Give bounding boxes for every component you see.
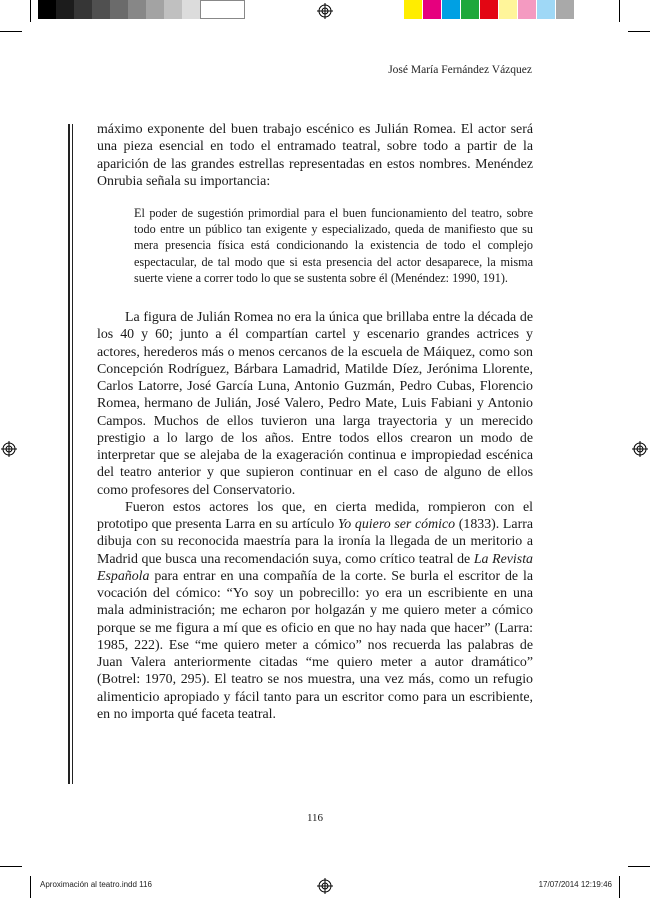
gray-swatch [128,0,146,19]
crop-mark [30,0,31,22]
text-span: Fueron estos actores los que, en cierta medida, rompieron con el prototipo que presenta Larra en su artículo [97,499,533,533]
gray-swatch [74,0,92,19]
body-text [97,121,533,723]
color-swatch [404,0,422,19]
paragraph: máximo exponente del buen trabajo escénico es Julián Romea. El actor será una pieza esencial en todo el entramado teatral, sobre todo a partir de la aparición de las grandes estrellas representadas en estos nombres. Menéndez Onrubia señala su importancia: [97,122,533,189]
crop-mark [619,876,620,898]
color-swatch [442,0,460,19]
gray-swatch [164,0,182,19]
color-swatch [518,0,536,19]
gray-swatch [38,0,56,19]
color-swatch [537,0,555,19]
running-head: José María Fernández Vázquez [388,64,532,76]
registration-mark-icon [317,878,333,894]
paragraph: La figura de Julián Romea no era la única que brillaba entre la década de los 40 y 60; junto a él compartían cartel y escenario grandes actrices y actores, herederos más o menos cercanos de la escuela de Máiquez, como son Concepción Rodríguez, Bárbara Lamadrid, Matilde Díez, Jerónima Llorente, Carlos Latorre, José García Luna, Antonio Guzmán, Pedro Cubas, Florencio Romea, hermano de Julián, José Valero, Pedro Mate, Luis Fabiani y Antonio Campos. Muchos de ellos tuvieron una larga trayectoria y un merecido prestigio a lo largo de los años. Entre todos ellos crearon un modo de interpretar que se alejaba de la exageración continua e impropiedad escénica del teatro anterior y que supieron continuar en el caso de alguno de ellos como profesores del Conservatorio. [97,310,533,498]
crop-mark [628,866,650,867]
gray-swatch [146,0,164,19]
color-swatch [499,0,517,19]
crop-mark [628,31,650,32]
slug-date: 17/07/2014 12:19:46 [538,880,612,889]
color-swatch [423,0,441,19]
registration-mark-icon [1,441,17,457]
crop-mark [0,31,22,32]
margin-rule [72,124,73,784]
color-swatch [461,0,479,19]
gray-swatch [110,0,128,19]
color-swatch [575,0,591,19]
text-span: para entrar en una compañía de la corte. Se burla el escritor de la vocación del cómico: “Yo soy un pobrecillo: yo era un escribiente en una mala administración; me echaron por holgazán y me quiero meter a cómico porque se me figura a mí que es oficio en que no hay nada que hacer” (Larra: 1985, 222). Ese “me quiero meter a cómico” nos recuerda las palabras de Juan Valera anteriormente citadas “me quiero meter a autor dramático” (Botrel: 1970, 295). El teatro se nos muestra, una vez más, como un refugio alimenticio apropiado y fácil tanto para un escritor como para un escribiente, en no importa qué faceta teatral. [97,568,533,722]
work-title: Yo quiero ser cómico [337,517,456,533]
paragraph [97,499,533,723]
page-number: 116 [306,812,324,824]
block-quote: El poder de sugestión primordial para el buen funcionamiento del teatro, sobre todo entre un público tan exigente y especializado, queda de manifiesto que su mera presencia física está condicionando la existencia de todo el complejo espectacular, de tal modo que si esta presencia del actor desaparece, la misma suerte viene a correr todo lo que se sustenta sobre él (Menéndez: 1990, 191). [134,206,533,285]
gray-swatch [56,0,74,19]
work-title: La Revista Española [97,551,533,584]
gray-swatch [92,0,110,19]
registration-mark-icon [317,3,333,19]
gray-swatch [182,0,200,19]
text-span: (1833). Larra dibuja con su reconocida maestría para la ironía la llegada de un meritorio a Madrid que busca una recomendación suya, como crítico teatral de [97,517,533,567]
crop-mark [619,0,620,22]
color-swatch [480,0,498,19]
crop-mark [30,876,31,898]
slug-file: Aproximación al teatro.indd 116 [40,880,152,889]
registration-mark-icon [632,441,648,457]
color-swatch [556,0,574,19]
crop-mark [0,866,22,867]
margin-rule [68,124,70,784]
gray-swatch [200,0,245,19]
